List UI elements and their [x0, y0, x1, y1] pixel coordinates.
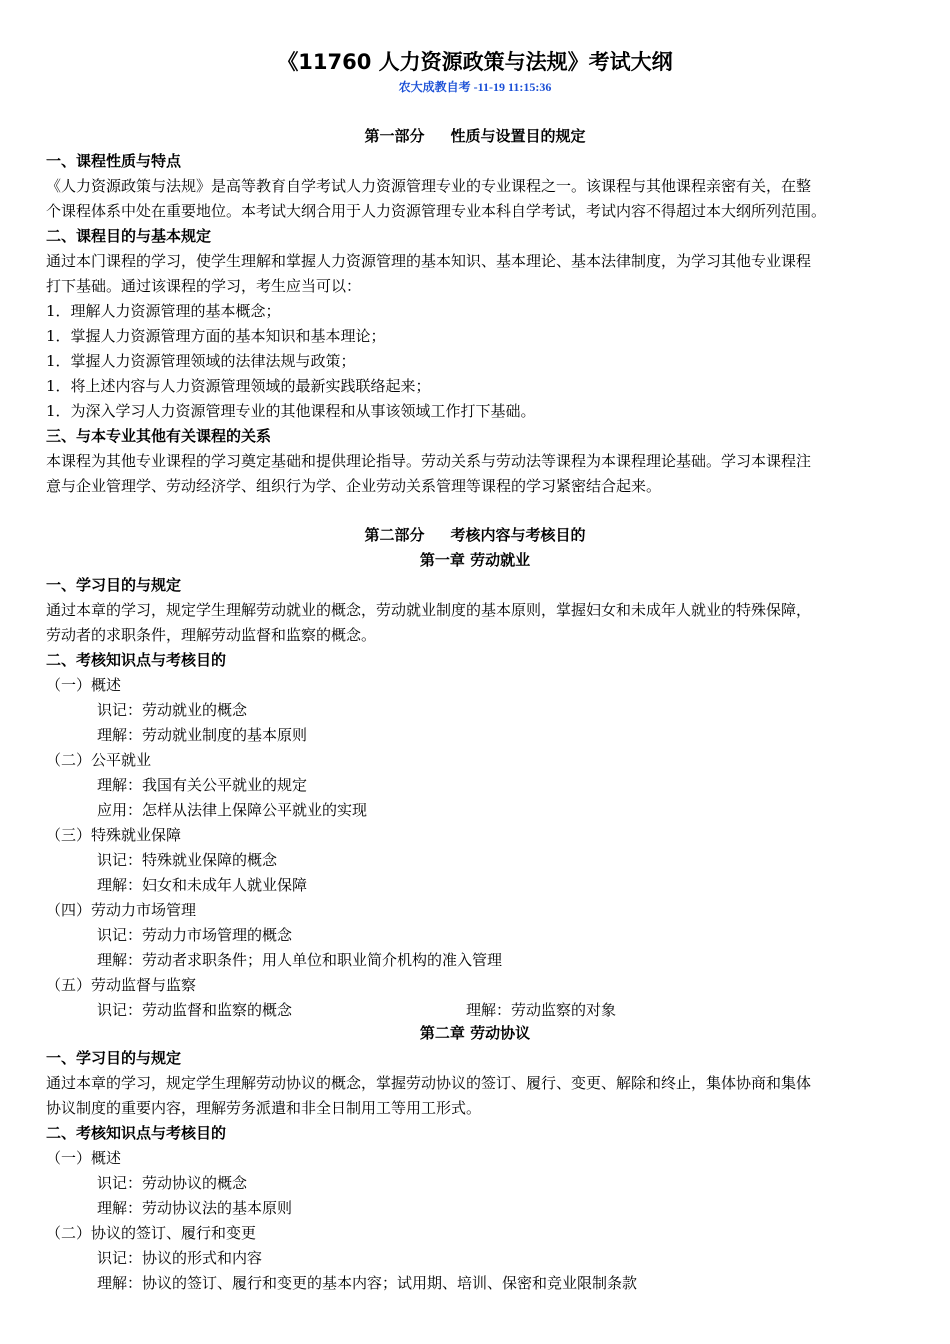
outline-subitem: 理解：我国有关公平就业的规定 — [97, 776, 308, 794]
part1-heading-label: 第一部分 — [364, 127, 425, 145]
part1-section3-title: 三、与本专业其他有关课程的关系 — [46, 427, 272, 445]
outline-subitem: 识记：劳动就业的概念 — [97, 701, 248, 719]
list-item: 1．掌握人力资源管理方面的基本知识和基本理论； — [46, 327, 386, 345]
document-title: 《11760 人力资源政策与法规》考试大纲 — [277, 50, 673, 74]
outline-subitem: 理解：劳动就业制度的基本原则 — [97, 726, 308, 744]
chapter1-section1-title: 一、学习目的与规定 — [46, 576, 182, 594]
part1-section2-text: 打下基础。通过该课程的学习，考生应当可以： — [46, 277, 362, 295]
outline-item: （二）公平就业 — [46, 751, 152, 769]
part1-section3-text: 意与企业管理学、劳动经济学、组织行为学、企业劳动关系管理等课程的学习紧密结合起来。 — [46, 477, 662, 495]
chapter1-section2-title: 二、考核知识点与考核目的 — [46, 651, 227, 669]
part2-heading-title: 考核内容与考核目的 — [450, 526, 586, 544]
part1-section3-text: 本课程为其他专业课程的学习奠定基础和提供理论指导。劳动关系与劳动法等课程为本课程理论基础。学习本课程注 — [46, 452, 812, 470]
chapter1-section1-text: 通过本章的学习，规定学生理解劳动就业的概念，劳动就业制度的基本原则，掌握妇女和未成年人就业的特殊保障， — [46, 601, 812, 619]
chapter2-section1-title: 一、学习目的与规定 — [46, 1049, 182, 1067]
outline-subitem-row — [97, 998, 916, 1023]
outline-subitem: 理解：妇女和未成年人就业保障 — [97, 876, 308, 894]
part2-heading — [0, 523, 950, 548]
outline-subitem: 识记：劳动协议的概念 — [97, 1174, 248, 1192]
outline-subitem: 识记：劳动力市场管理的概念 — [97, 926, 293, 944]
chapter1-section1-text: 劳动者的求职条件，理解劳动监督和监察的概念。 — [46, 626, 377, 644]
part1-section1-title: 一、课程性质与特点 — [46, 152, 182, 170]
document-meta: 农大成教自考 -11-19 11:15:36 — [398, 80, 552, 94]
part1-section2-title: 二、课程目的与基本规定 — [46, 227, 212, 245]
outline-subitem: 识记：协议的形式和内容 — [97, 1249, 263, 1267]
chapter2-title: 第二章 劳动协议 — [419, 1024, 531, 1042]
outline-subitem: 应用：怎样从法律上保障公平就业的实现 — [97, 801, 368, 819]
part1-section1-text: 个课程体系中处在重要地位。本考试大纲合用于人力资源管理专业本科自学考试，考试内容不得超过本大纲所列范围。 — [46, 202, 827, 220]
outline-subitem: 理解：劳动监察的对象 — [466, 1001, 617, 1019]
chapter2-section1-text: 协议制度的重要内容，理解劳务派遣和非全日制用工等用工形式。 — [46, 1099, 482, 1117]
chapter2-section2-title: 二、考核知识点与考核目的 — [46, 1124, 227, 1142]
list-item: 1．理解人力资源管理的基本概念； — [46, 302, 281, 320]
part2-heading-label: 第二部分 — [364, 526, 425, 544]
part1-section2-text: 通过本门课程的学习，使学生理解和掌握人力资源管理的基本知识、基本理论、基本法律制度，为学习其他专业课程 — [46, 252, 812, 270]
part1-heading — [0, 124, 950, 149]
chapter2-section1-text: 通过本章的学习，规定学生理解劳动协议的概念，掌握劳动协议的签订、履行、变更、解除和终止，集体协商和集体 — [46, 1074, 812, 1092]
outline-item: （一）概述 — [46, 1149, 122, 1167]
outline-subitem: 理解：劳动者求职条件；用人单位和职业简介机构的准入管理 — [97, 951, 503, 969]
outline-subitem: 识记：劳动监督和监察的概念 — [97, 1001, 293, 1019]
outline-subitem: 理解：协议的签订、履行和变更的基本内容；试用期、培训、保密和竞业限制条款 — [97, 1274, 638, 1292]
outline-item: （三）特殊就业保障 — [46, 826, 182, 844]
part1-heading-title: 性质与设置目的规定 — [450, 127, 586, 145]
chapter1-title: 第一章 劳动就业 — [419, 551, 531, 569]
outline-item: （五）劳动监督与监察 — [46, 976, 197, 994]
part1-section1-text: 《人力资源政策与法规》是高等教育自学考试人力资源管理专业的专业课程之一。该课程与其他课程亲密有关，在整 — [46, 177, 812, 195]
list-item: 1．掌握人力资源管理领域的法律法规与政策； — [46, 352, 356, 370]
outline-item: （四）劳动力市场管理 — [46, 901, 197, 919]
outline-item: （二）协议的签订、履行和变更 — [46, 1224, 257, 1242]
outline-item: （一）概述 — [46, 676, 122, 694]
outline-subitem: 识记：特殊就业保障的概念 — [97, 851, 278, 869]
list-item: 1．为深入学习人力资源管理专业的其他课程和从事该领域工作打下基础。 — [46, 402, 536, 420]
list-item: 1．将上述内容与人力资源管理领域的最新实践联络起来； — [46, 377, 431, 395]
outline-subitem: 理解：劳动协议法的基本原则 — [97, 1199, 293, 1217]
